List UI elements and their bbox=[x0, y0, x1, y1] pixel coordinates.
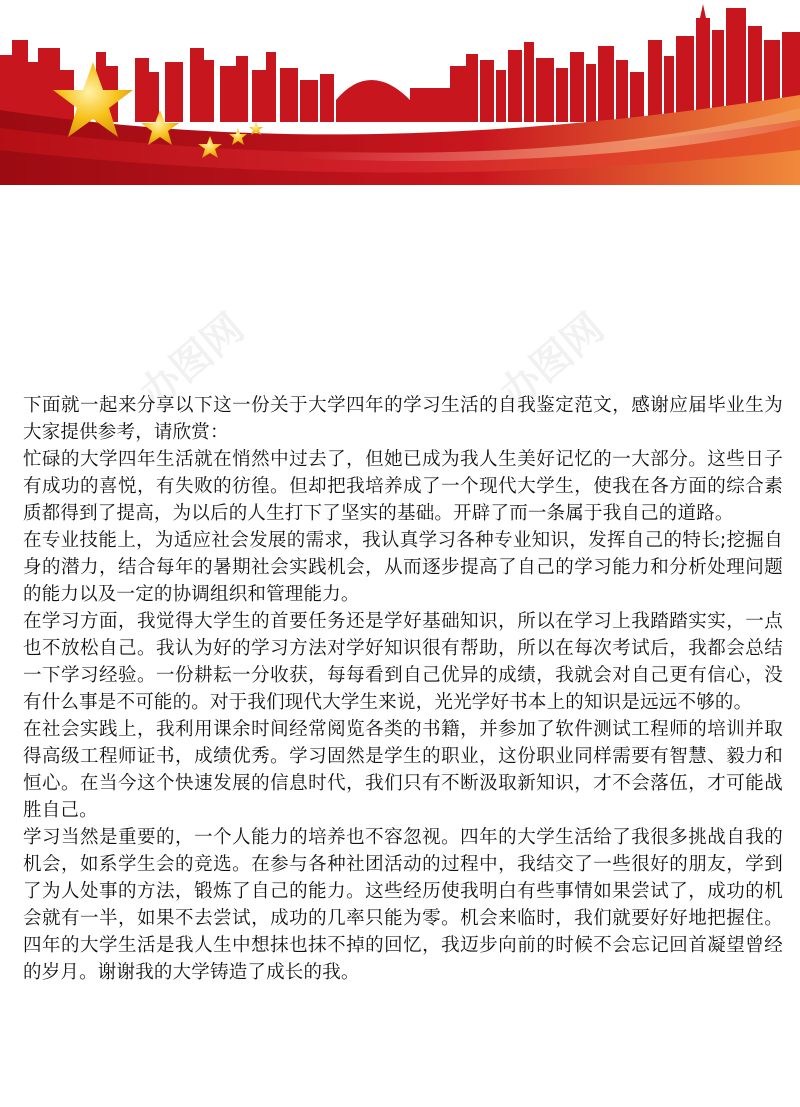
paragraph: 学习当然是重要的，一个人能力的培养也不容忽视。四年的大学生活给了我很多挑战自我的机会，如系学生会的竞选。在参与各种社团活动的过程中，我结交了一些很好的朋友，学到了为人处事的方法，锻炼了自己的能力。这些经历使我明白有些事情如果尝试了，成功的机会就有一半，如果不去尝试，成功的几率只能为零。机会来临时，我们就要好好地把握住。四年的大学生活是我人生中想抹也抹不掉的回忆，我迈步向前的时候不会忘记回首凝望曾经的岁月。谢谢我的大学铸造了成长的我。 bbox=[23, 827, 783, 983]
paragraph: 在学习方面，我觉得大学生的首要任务还是学好基础知识，所以在学习上我踏踏实实，一点也不放松自己。我认为好的学习方法对学好知识很有帮助，所以在每次考试后，我都会总结一下学习经验。一份耕耘一分收获，每每看到自己优异的成绩，我就会对自己更有信心，没有什么事是不可能的。对于我们现代大学生来说，光光学好书本上的知识是远远不够的。 bbox=[23, 611, 783, 713]
paragraph: 在专业技能上，为适应社会发展的需求，我认真学习各种专业知识，发挥自己的特长;挖掘自身的潜力，结合每年的暑期社会实践机会，从而逐步提高了自己的学习能力和分析处理问题的能力以及一定的协调组织和管理能力。 bbox=[23, 530, 783, 605]
watermark: 办图网 bbox=[491, 304, 613, 418]
paragraph: 忙碌的大学四年生活就在悄然中过去了，但她已成为我人生美好记忆的一大部分。这些日子有成功的喜悦，有失败的彷徨。但却把我培养成了一个现代大学生，使我在各方面的综合素质都得到了提高，为以后的人生打下了坚实的基础。开辟了而一条属于我自己的道路。 bbox=[23, 449, 783, 524]
watermark: 办图网 bbox=[131, 304, 253, 418]
banner-graphic bbox=[0, 0, 800, 185]
paragraph: 在社会实践上，我利用课余时间经常阅览各类的书籍，并参加了软件测试工程师的培训并取得高级工程师证书，成绩优秀。学习固然是学生的职业，这份职业同样需要有智慧、毅力和恒心。在当今这个快速发展的信息时代，我们只有不断汲取新知识，才不会落伍，才可能战胜自己。 bbox=[23, 719, 783, 821]
paragraph-intro: 下面就一起来分享以下这一份关于大学四年的学习生活的自我鉴定范文，感谢应届毕业生为大家提供参考，请欣赏： bbox=[23, 395, 783, 443]
article-body bbox=[23, 392, 783, 986]
header-banner bbox=[0, 0, 800, 185]
skyline-silhouette bbox=[0, 4, 800, 130]
